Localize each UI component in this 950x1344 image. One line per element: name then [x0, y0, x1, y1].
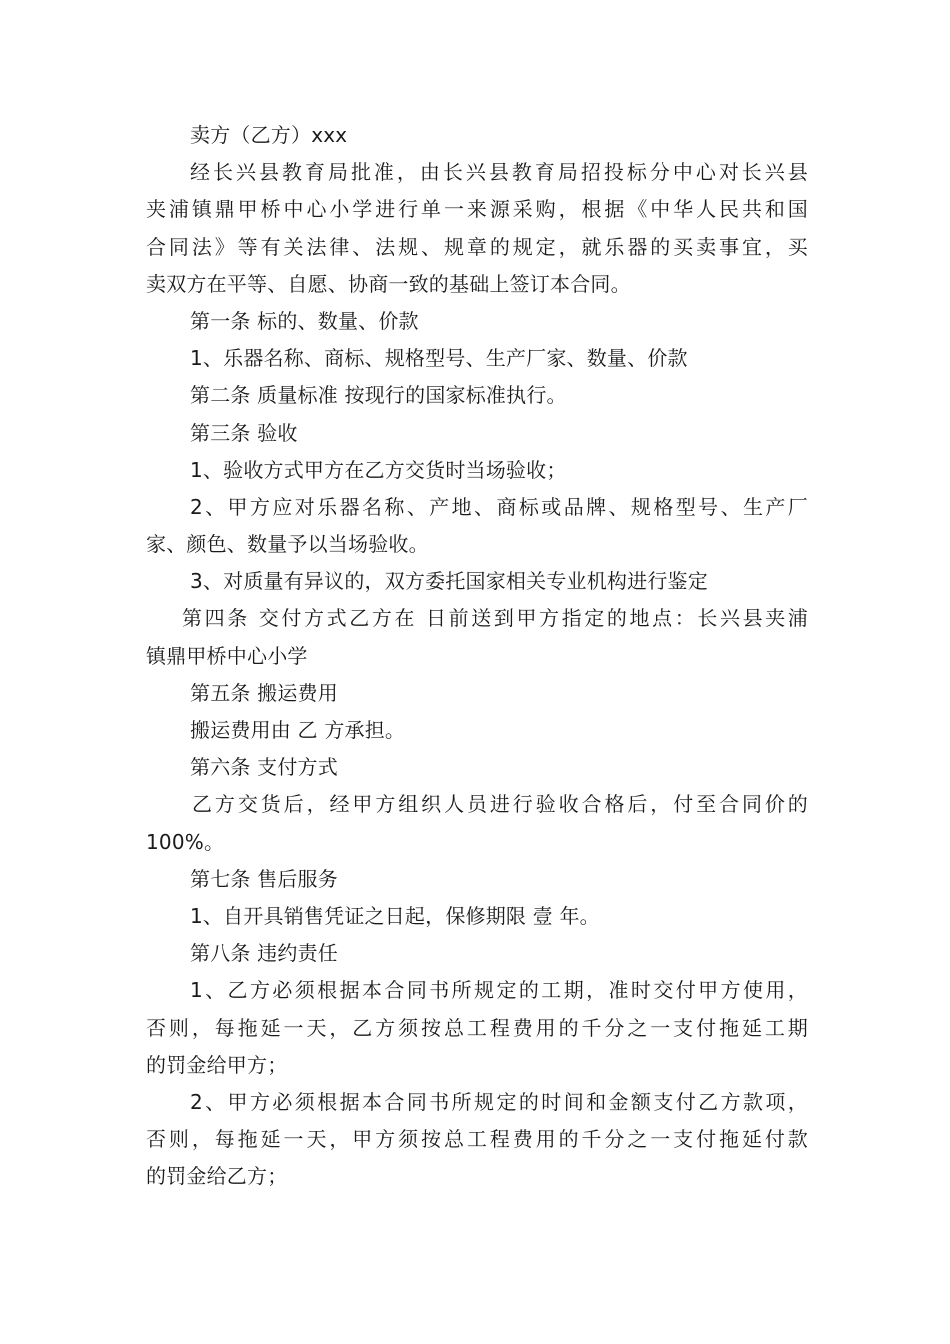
article-5-body: 搬运费用由 乙 方承担。 [190, 718, 406, 742]
seller-line: 卖方（乙方）xxx [190, 123, 348, 147]
article-5-heading: 第五条 搬运费用 [190, 680, 338, 705]
article-1-heading: 第一条 标的、数量、价款 [190, 308, 419, 333]
article-7-item-1: 1、自开具销售凭证之日起，保修期限 壹 年。 [190, 903, 600, 928]
article-8-item-2-line-2: 否则，每拖延一天，甲方须按总工程费用的千分之一支付拖延付款 [146, 1127, 808, 1152]
article-2-heading: 第二条 质量标准 按现行的国家标准执行。 [190, 383, 567, 408]
article-8-item-2-line-1: 2、甲方必须根据本合同书所规定的时间和金额支付乙方款项， [190, 1089, 808, 1114]
article-6-body-line-1: 乙方交货后，经甲方组织人员进行验收合格后，付至合同价的 [192, 792, 808, 817]
article-3-item-2-line-1: 2、甲方应对乐器名称、产地、商标或品牌、规格型号、生产厂 [190, 494, 808, 519]
preamble-line-1: 经长兴县教育局批准，由长兴县教育局招投标分中心对长兴县 [190, 160, 808, 185]
article-6-heading: 第六条 支付方式 [190, 755, 338, 780]
contract-page [146, 117, 808, 1195]
article-3-item-2-line-2: 家、颜色、数量予以当场验收。 [146, 532, 429, 557]
article-3-heading: 第三条 验收 [190, 420, 298, 445]
article-3-item-3: 3、对质量有异议的，双方委托国家相关专业机构进行鉴定 [190, 569, 708, 594]
article-8-item-1-line-3: 的罚金给甲方； [146, 1052, 288, 1077]
article-4-line-1: 第四条 交付方式乙方在 日前送到甲方指定的地点：长兴县夹浦 [182, 606, 808, 631]
preamble-line-2: 夹浦镇鼎甲桥中心小学进行单一来源采购，根据《中华人民共和国 [146, 197, 808, 222]
article-8-item-1-line-2: 否则，每拖延一天，乙方须按总工程费用的千分之一支付拖延工期 [146, 1015, 808, 1040]
article-8-item-2-line-3: 的罚金给乙方； [146, 1164, 288, 1189]
article-8-heading: 第八条 违约责任 [190, 941, 338, 966]
article-3-item-1: 1、验收方式甲方在乙方交货时当场验收； [190, 457, 567, 482]
article-4-line-2: 镇鼎甲桥中心小学 [146, 643, 308, 668]
article-6-body-line-2: 100%。 [146, 829, 225, 854]
preamble-line-3: 合同法》等有关法律、法规、规章的规定，就乐器的买卖事宜，买 [146, 234, 808, 259]
article-7-heading: 第七条 售后服务 [190, 866, 338, 891]
preamble-line-4: 卖双方在平等、自愿、协商一致的基础上签订本合同。 [146, 271, 631, 296]
article-8-item-1-line-1: 1、乙方必须根据本合同书所规定的工期，准时交付甲方使用， [190, 978, 808, 1003]
article-1-item-1: 1、乐器名称、商标、规格型号、生产厂家、数量、价款 [190, 346, 688, 371]
